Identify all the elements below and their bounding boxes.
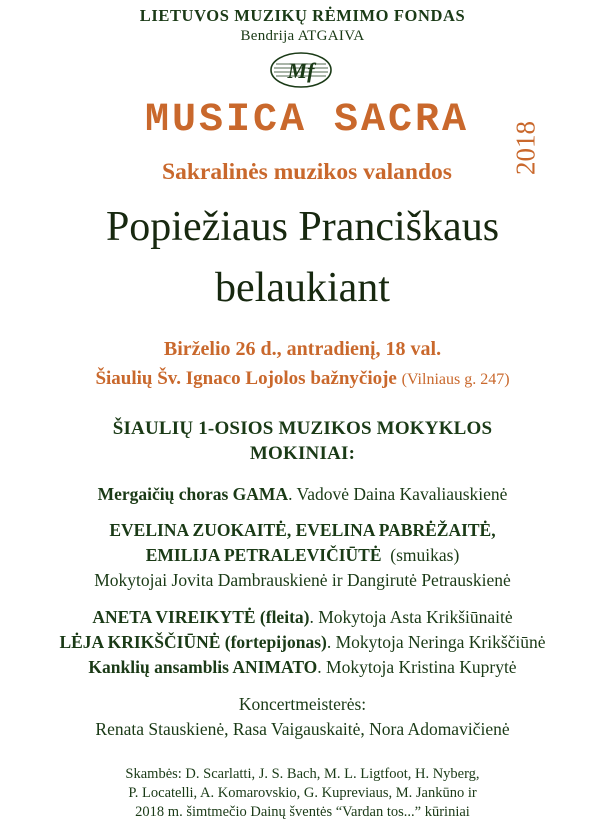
event-date: Birželio 26 d., antradienį, 18 val. [163,338,442,360]
accompanists-heading: Koncertmeisterės: [238,694,367,714]
program-line3: 2018 m. šimtmečio Dainų šventės “Vardan tos...” kūriniai [135,804,470,820]
festival-tagline: Sakralinės muzikos valandos [162,159,452,185]
piano-line [0,632,605,653]
flute-teacher: . Mokytoja Asta Krikšiūnaitė [309,607,513,627]
choir-name: Mergaičių choras GAMA [97,484,289,504]
event-address: (Vilniaus g. 247) [401,371,510,388]
festival-year [511,108,541,188]
kankles-line [0,657,605,678]
accompanists-names: Renata Stauskienė, Rasa Vaigauskaitė, Nora Adomavičienė [95,719,510,739]
organization-subtitle: Bendrija ATGAIVA [240,28,365,44]
piano-name: LĖJA KRIKŠČIŪNĖ (fortepijonas) [59,632,327,652]
kankles-name: Kanklių ansamblis ANIMATO [88,657,318,677]
event-venue: Šiaulių Šv. Ignaco Lojolos bažnyčioje [95,368,397,389]
school-heading-line1: ŠIAULIŲ 1-OSIOS MUZIKOS MOKYKLOS [112,418,493,439]
event-venue-line [0,368,605,390]
organization-name: LIETUVOS MUZIKŲ RĖMIMO FONDAS [139,6,466,25]
choir-line [0,484,605,505]
festival-year-text: 2018 [510,121,541,175]
violin-names2: EMILIJA PETRALEVIČIŪTĖ [145,545,382,565]
choir-leader: . Vadovė Daina Kavaliauskienė [288,484,508,504]
violin-instrument: (smuikas) [390,545,460,565]
concert-title-line2: belaukiant [215,265,390,311]
festival-name: MUSICA SACRA [144,98,470,143]
piano-teacher: . Mokytoja Neringa Krikščiūnė [326,632,546,652]
flute-name: ANETA VIREIKYTĖ (fleita) [92,607,310,627]
concert-title-line1: Popiežiaus Pranciškaus [105,204,500,250]
kankles-teacher: . Mokytoja Kristina Kuprytė [317,657,517,677]
flute-line [0,607,605,628]
program-line2: P. Locatelli, A. Komarovskio, G. Kupreviaus, M. Jankūno ir [128,785,477,801]
logo-text: Mf [287,58,315,83]
school-heading-line2: MOKINIAI: [249,443,356,464]
mrf-logo-icon [268,50,334,90]
violin-teachers: Mokytojai Jovita Dambrauskienė ir Dangirutė Petrauskienė [94,570,511,590]
violin-names-line1: EVELINA ZUOKAITĖ, EVELINA PABRĖŽAITĖ, [109,520,496,540]
violin-names-line2 [0,545,605,566]
program-line1: Skambės: D. Scarlatti, J. S. Bach, M. L. Ligtfoot, H. Nyberg, [125,766,480,782]
